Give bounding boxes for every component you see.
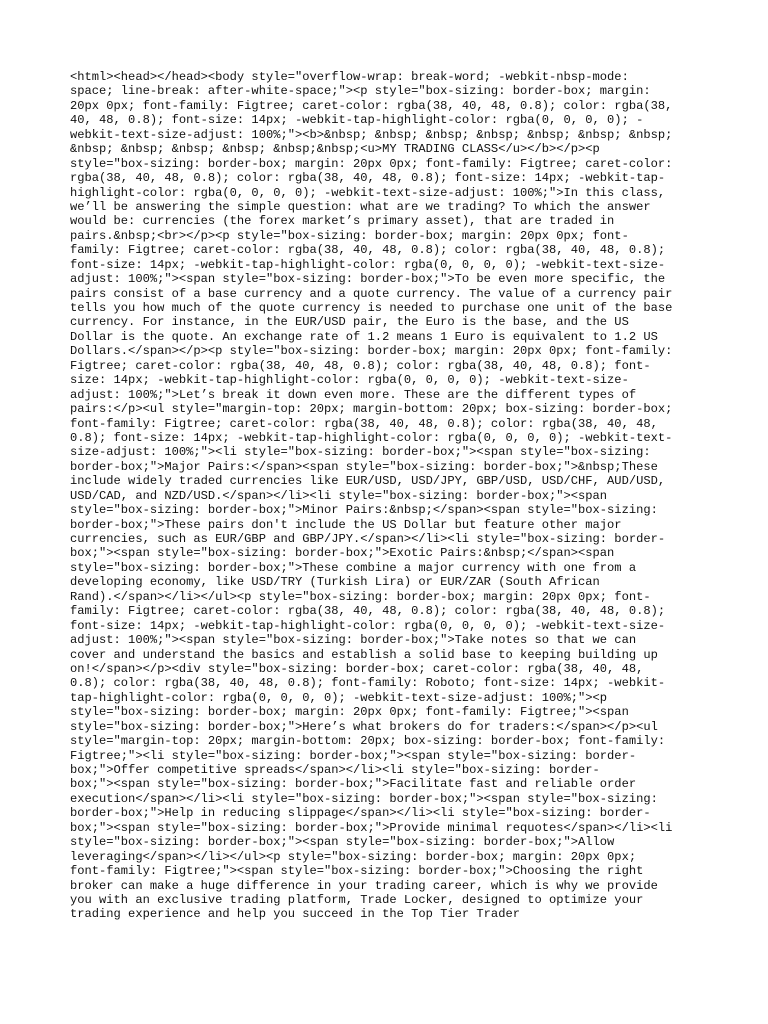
- source-line: family: Figtree; caret-color: rgba(38, 40, 48, 0.8); color: rgba(38, 40, 48, 0.8);: [70, 604, 666, 619]
- source-line: you with an exclusive trading platform, Trade Locker, designed to optimize your: [70, 892, 644, 907]
- source-line: style="box-sizing: border-box;"><span style="box-sizing: border-box;">Allow: [70, 835, 615, 850]
- source-line: style="box-sizing: border-box;">Here’s what brokers do for traders:</span></p><ul: [70, 719, 658, 734]
- source-line: pairs.&nbsp;<br></p><p style="box-sizing: border-box; margin: 20px 0px; font-: [70, 228, 629, 243]
- source-line: pairs consist of a base currency and a quote currency. The value of a currency pair: [70, 286, 673, 301]
- source-line: Dollars.</span></p><p style="box-sizing: border-box; margin: 20px 0px; font-family:: [70, 344, 673, 359]
- source-line: pairs:</p><ul style="margin-top: 20px; margin-bottom: 20px; box-sizing: border-box;: [70, 402, 673, 417]
- source-line: would be: currencies (the forex market’s primary asset), that are traded in: [70, 214, 615, 229]
- source-line: box;">Offer competitive spreads</span></li><li style="box-sizing: border-: [70, 763, 600, 777]
- source-line: style="margin-top: 20px; margin-bottom: 20px; box-sizing: border-box; font-family:: [70, 734, 666, 749]
- source-line: 20px 0px; font-family: Figtree; caret-color: rgba(38, 40, 48, 0.8); color: rgba(38,: [70, 98, 673, 113]
- source-line: cover and understand the basics and establish a solid base to keeping building up: [70, 647, 658, 662]
- source-line: Dollar is the quote. An exchange rate of 1.2 means 1 Euro is equivalent to 1.2 US: [70, 329, 658, 344]
- source-line: border-box;">Major Pairs:</span><span style="box-sizing: border-box;">&nbsp;These: [70, 459, 658, 474]
- source-line: font-family: Figtree; caret-color: rgba(38, 40, 48, 0.8); color: rgba(38, 40, 48,: [70, 416, 658, 431]
- source-line: 0.8); color: rgba(38, 40, 48, 0.8); font-family: Roboto; font-size: 14px; -webkit-: [70, 676, 666, 691]
- html-source-text: [70, 70, 700, 922]
- source-line: include widely traded currencies like EUR/USD, USD/JPY, GBP/USD, USD/CHF, AUD/USD,: [70, 474, 666, 489]
- source-line: leveraging</span></li></ul><p style="box-sizing: border-box; margin: 20px 0px;: [70, 849, 637, 864]
- source-line: Figtree; caret-color: rgba(38, 40, 48, 0.8); color: rgba(38, 40, 48, 0.8); font-: [70, 358, 651, 373]
- source-line: rgba(38, 40, 48, 0.8); color: rgba(38, 40, 48, 0.8); font-size: 14px; -webkit-tap-: [70, 171, 666, 186]
- source-line: font-family: Figtree;"><span style="box-sizing: border-box;">Choosing the right: [70, 864, 644, 879]
- source-line: &nbsp; &nbsp; &nbsp; &nbsp; &nbsp;&nbsp;<u>MY TRADING CLASS</u></b></p><p: [70, 142, 600, 157]
- source-line: we’ll be answering the simple question: what are we trading? To which the answer: [70, 199, 651, 214]
- source-line: webkit-text-size-adjust: 100%;"><b>&nbsp; &nbsp; &nbsp; &nbsp; &nbsp; &nbsp; &nbsp;: [70, 127, 673, 142]
- source-line: tap-highlight-color: rgba(0, 0, 0, 0); -webkit-text-size-adjust: 100%;"><p: [70, 690, 608, 705]
- source-line: highlight-color: rgba(0, 0, 0, 0); -webkit-text-size-adjust: 100%;">In this class,: [70, 185, 666, 200]
- source-line: Figtree;"><li style="box-sizing: border-box;"><span style="box-sizing: border-: [70, 748, 637, 763]
- source-line: style="box-sizing: border-box; margin: 20px 0px; font-family: Figtree; caret-color:: [70, 156, 673, 171]
- source-line: tells you how much of the quote currency is needed to purchase one unit of the base: [70, 301, 673, 315]
- source-line: box;"><span style="box-sizing: border-box;">Facilitate fast and reliable order: [70, 777, 637, 792]
- source-line: style="box-sizing: border-box;">These combine a major currency with one from a: [70, 560, 637, 575]
- source-line: currency. For instance, in the EUR/USD pair, the Euro is the base, and the US: [70, 315, 629, 330]
- source-line: execution</span></li><li style="box-sizing: border-box;"><span style="box-sizing:: [70, 791, 658, 806]
- source-line: style="box-sizing: border-box; margin: 20px 0px; font-family: Figtree;"><span: [70, 705, 629, 720]
- source-line: font-size: 14px; -webkit-tap-highlight-color: rgba(0, 0, 0, 0); -webkit-text-size-: [70, 618, 666, 633]
- source-line: space; line-break: after-white-space;"><p style="box-sizing: border-box; margin:: [70, 84, 651, 99]
- source-line: broker can make a huge difference in your trading career, which is why we provide: [70, 878, 658, 893]
- source-line: USD/CAD, and NZD/USD.</span></li><li style="box-sizing: border-box;"><span: [70, 488, 608, 503]
- source-line: border-box;">These pairs don't include the US Dollar but feature other major: [70, 517, 622, 532]
- source-line: adjust: 100%;">Let’s break it down even more. These are the different types of: [70, 387, 637, 402]
- source-line: border-box;">Help in reducing slippage</span></li><li style="box-sizing: border-: [70, 806, 651, 821]
- source-line: adjust: 100%;"><span style="box-sizing: border-box;">Take notes so that we can: [70, 633, 637, 648]
- source-line: developing economy, like USD/TRY (Turkish Lira) or EUR/ZAR (South African: [70, 575, 600, 590]
- source-line: on!</span></p><div style="box-sizing: border-box; caret-color: rgba(38, 40, 48,: [70, 661, 644, 676]
- source-line: currencies, such as EUR/GBP and GBP/JPY.</span></li><li style="box-sizing: border-: [70, 532, 666, 546]
- source-line: style="box-sizing: border-box;">Minor Pairs:&nbsp;</span><span style="box-sizing:: [70, 503, 658, 518]
- source-line: size: 14px; -webkit-tap-highlight-color: rgba(0, 0, 0, 0); -webkit-text-size-: [70, 373, 629, 388]
- source-line: trading experience and help you succeed in the Top Tier Trader: [70, 907, 520, 922]
- source-line: adjust: 100%;"><span style="box-sizing: border-box;">To be even more specific, the: [70, 272, 666, 287]
- source-line: 0.8); font-size: 14px; -webkit-tap-highlight-color: rgba(0, 0, 0, 0); -webkit-text-: [70, 430, 673, 445]
- source-line: box;"><span style="box-sizing: border-box;">Provide minimal requotes</span></li><li: [70, 820, 673, 835]
- source-line: 40, 48, 0.8); font-size: 14px; -webkit-tap-highlight-color: rgba(0, 0, 0, 0); -: [70, 113, 644, 128]
- source-line: <html><head></head><body style="overflow-wrap: break-word; -webkit-nbsp-mode:: [70, 70, 629, 84]
- source-line: box;"><span style="box-sizing: border-box;">Exotic Pairs:&nbsp;</span><span: [70, 546, 615, 561]
- source-line: family: Figtree; caret-color: rgba(38, 40, 48, 0.8); color: rgba(38, 40, 48, 0.8);: [70, 243, 666, 258]
- source-line: size-adjust: 100%;"><li style="box-sizing: border-box;"><span style="box-sizing:: [70, 445, 651, 460]
- source-line: Rand).</span></li></ul><p style="box-sizing: border-box; margin: 20px 0px; font-: [70, 589, 651, 604]
- source-line: font-size: 14px; -webkit-tap-highlight-color: rgba(0, 0, 0, 0); -webkit-text-size-: [70, 257, 666, 272]
